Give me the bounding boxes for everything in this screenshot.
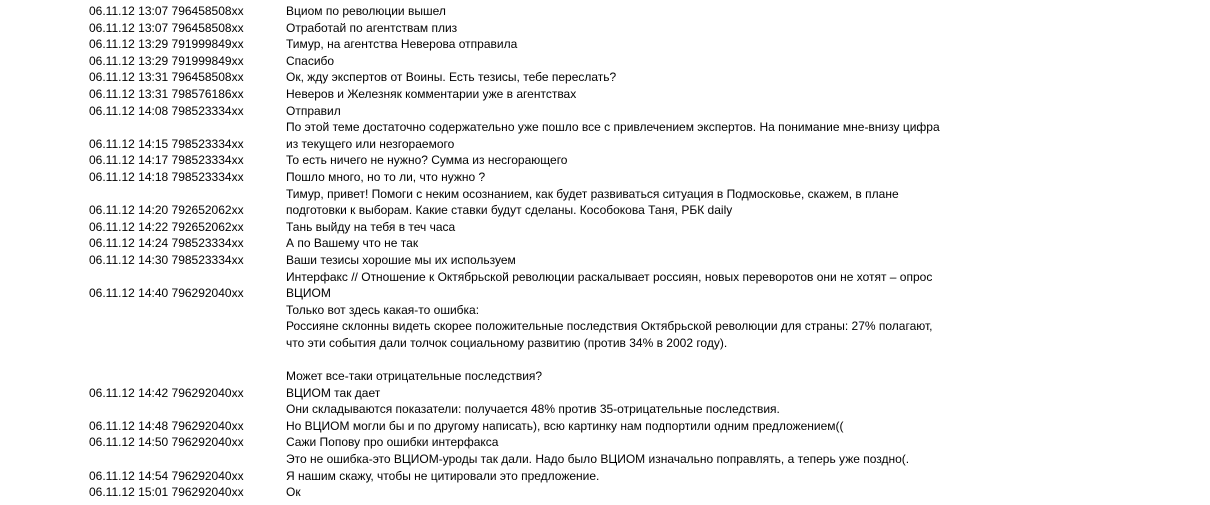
log-row	[0, 235, 1210, 252]
log-row	[0, 186, 1210, 203]
log-row-timestamp-sender: 06.11.12 14:22 792652062xx	[89, 219, 244, 234]
log-row-timestamp-sender: 06.11.12 14:54 796292040xx	[89, 468, 244, 483]
log-row-message: подготовки к выборам. Какие ставки будут сделаны. Кособокова Таня, РБК daily	[286, 203, 733, 218]
log-row-message: Сажи Попову про ошибки интерфакса	[286, 435, 499, 450]
log-row-message: Неверов и Железняк комментарии уже в агентствах	[286, 86, 577, 101]
log-row-timestamp-sender: 06.11.12 14:08 798523334xx	[89, 103, 244, 118]
log-row-message: из текущего или незгораемого	[286, 136, 455, 151]
log-row	[0, 219, 1210, 236]
log-row-message: Ок	[286, 485, 301, 500]
log-row-timestamp-sender: 06.11.12 14:15 798523334xx	[89, 136, 244, 151]
log-row-message: Я нашим скажу, чтобы не цитировали это предложение.	[286, 468, 600, 483]
log-row-timestamp-sender: 06.11.12 13:29 791999849xx	[89, 53, 244, 68]
log-row	[0, 434, 1210, 451]
log-row-message: что эти события дали толчок социальному развитию (против 34% в 2002 году).	[286, 335, 728, 350]
log-row-message: Они складываются показатели: получается 48% против 35-отрицательные последствия.	[286, 402, 780, 417]
log-row	[0, 385, 1210, 402]
log-row	[0, 69, 1210, 86]
log-row-message: Может все-таки отрицательные последствия?	[286, 369, 543, 384]
log-row-message: Интерфакс // Отношение к Октябрьской революции раскалывает россиян, новых переворотов они не хотят – опрос	[286, 269, 933, 284]
log-row	[0, 20, 1210, 37]
log-row-timestamp-sender: 06.11.12 13:31 796458508xx	[89, 70, 244, 85]
log-row-message: ВЦИОМ	[286, 286, 331, 301]
log-row	[0, 152, 1210, 169]
log-row-timestamp-sender: 06.11.12 14:18 798523334xx	[89, 169, 244, 184]
log-row-message: Это не ошибка-это ВЦИОМ-уроды так дали. Надо было ВЦИОМ изначально поправлять, а теперь уже поздно(.	[286, 452, 910, 467]
log-row-timestamp-sender: 06.11.12 14:50 796292040xx	[89, 435, 244, 450]
log-row	[0, 252, 1210, 269]
log-row	[0, 302, 1210, 319]
log-row	[0, 119, 1210, 136]
log-row	[0, 103, 1210, 120]
log-row-timestamp-sender: 06.11.12 13:31 798576186xx	[89, 86, 244, 101]
log-row	[0, 335, 1210, 352]
log-row	[0, 202, 1210, 219]
log-row	[0, 468, 1210, 485]
log-row	[0, 451, 1210, 468]
log-row-message: Отправил	[286, 103, 341, 118]
log-row-timestamp-sender: 06.11.12 13:29 791999849xx	[89, 37, 244, 52]
log-row	[0, 285, 1210, 302]
log-row	[0, 269, 1210, 286]
log-row-timestamp-sender: 06.11.12 13:07 796458508xx	[89, 4, 244, 18]
log-row-timestamp-sender: 06.11.12 14:40 796292040xx	[89, 286, 244, 301]
message-log	[0, 3, 1210, 501]
log-row-timestamp-sender: 06.11.12 13:07 796458508xx	[89, 20, 244, 35]
log-row	[0, 351, 1210, 368]
log-row	[0, 318, 1210, 335]
log-row-timestamp-sender: 06.11.12 14:48 796292040xx	[89, 418, 244, 433]
log-row-message: Отработай по агентствам плиз	[286, 20, 458, 35]
log-row-timestamp-sender: 06.11.12 14:20 792652062xx	[89, 203, 244, 218]
log-row-message: Спасибо	[286, 53, 335, 68]
log-row-message: ВЦИОМ так дает	[286, 385, 381, 400]
log-row	[0, 53, 1210, 70]
log-row-message: Ваши тезисы хорошие мы их используем	[286, 252, 516, 267]
log-row	[0, 136, 1210, 153]
log-row	[0, 3, 1210, 20]
log-row	[0, 401, 1210, 418]
log-row-message: Вциом по революции вышел	[286, 4, 446, 18]
log-row-message: Но ВЦИОМ могли бы и по другому написать), всю картинку нам подпортили одним предложением((	[286, 418, 844, 433]
log-row-message: Тимур, на агентства Неверова отправила	[286, 37, 518, 52]
log-row-message: Только вот здесь какая-то ошибка:	[286, 302, 480, 317]
log-row	[0, 368, 1210, 385]
log-row-message: А по Вашему что не так	[286, 236, 419, 251]
log-row-message: Ок, жду экспертов от Воины. Есть тезисы, тебе переслать?	[286, 70, 617, 85]
log-row-timestamp-sender: 06.11.12 14:17 798523334xx	[89, 153, 244, 168]
log-row-message: Тимур, привет! Помоги с неким осознанием, как будет развиваться ситуация в Подмосковье, скажем, в плане	[286, 186, 899, 201]
log-row	[0, 484, 1210, 501]
log-row-timestamp-sender: 06.11.12 15:01 796292040xx	[89, 485, 244, 500]
log-row-message: Пошло много, но то ли, что нужно ?	[286, 169, 486, 184]
log-row-timestamp-sender: 06.11.12 14:42 796292040xx	[89, 385, 244, 400]
log-row-timestamp-sender: 06.11.12 14:30 798523334xx	[89, 252, 244, 267]
log-row	[0, 418, 1210, 435]
log-row-message: Россияне склонны видеть скорее положительные последствия Октябрьской революции для страны: 27% полагают,	[286, 319, 933, 334]
log-row	[0, 86, 1210, 103]
log-row	[0, 36, 1210, 53]
log-row-message: То есть ничего не нужно? Сумма из несгорающего	[286, 153, 568, 168]
log-row-timestamp-sender: 06.11.12 14:24 798523334xx	[89, 236, 244, 251]
log-row-message: По этой теме достаточно содержательно уже пошло все с привлечением экспертов. На понимание мне-внизу цифра	[286, 120, 940, 135]
log-row	[0, 169, 1210, 186]
log-row-message: Тань выйду на тебя в теч часа	[286, 219, 456, 234]
